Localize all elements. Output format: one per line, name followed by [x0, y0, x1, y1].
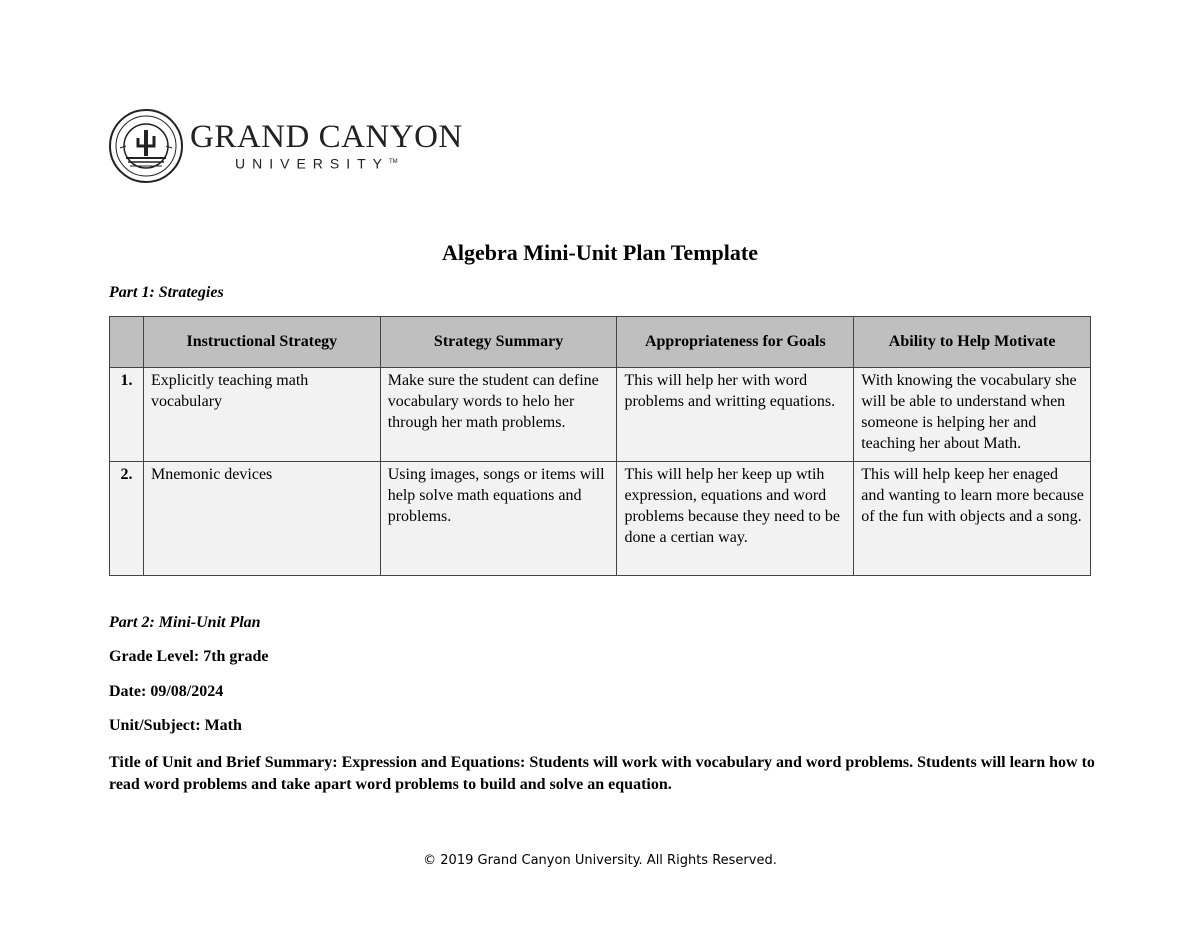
university-wordmark — [190, 120, 463, 172]
strategy-cell: Mnemonic devices — [143, 462, 380, 576]
university-logo — [108, 108, 463, 184]
strategies-table — [109, 316, 1091, 576]
date-label: Date: — [109, 683, 147, 700]
wordmark-line2 — [235, 154, 463, 172]
subject-value: Math — [204, 717, 242, 734]
table-row — [110, 368, 1091, 462]
table-header-row — [110, 317, 1091, 368]
goals-cell: This will help her keep up wtih expression, equations and word problems because they need to be done a certian way. — [617, 462, 854, 576]
part2-heading: Part 2: Mini-Unit Plan — [109, 614, 261, 631]
wordmark-line2-text: UNIVERSITY — [235, 155, 390, 172]
summary-cell: Using images, songs or items will help solve math equations and problems. — [380, 462, 617, 576]
header-cell-goals: Appropriateness for Goals — [617, 317, 854, 368]
trademark-mark: TM — [389, 159, 398, 166]
grade-level-label: Grade Level: — [109, 648, 200, 665]
motivate-cell: This will help keep her enaged and wanting to learn more because of the fun with objects and a song. — [854, 462, 1091, 576]
motivate-cell: With knowing the vocabulary she will be able to understand when someone is helping her and teaching her about Math. — [854, 368, 1091, 462]
copyright-footer: © 2019 Grand Canyon University. All Rights Reserved. — [423, 853, 777, 868]
header-cell-strategy: Instructional Strategy — [143, 317, 380, 368]
goals-cell: This will help her with word problems and writting equations. — [617, 368, 854, 462]
header-cell-number — [110, 317, 144, 368]
date-value: 09/08/2024 — [150, 683, 224, 700]
table-row — [110, 462, 1091, 576]
subject-label: Unit/Subject: — [109, 717, 201, 734]
strategy-cell: Explicitly teaching math vocabulary — [143, 368, 380, 462]
header-cell-motivate: Ability to Help Motivate — [854, 317, 1091, 368]
date-field — [109, 683, 223, 701]
university-seal-icon — [108, 108, 184, 184]
unit-summary: Title of Unit and Brief Summary: Expression and Equations: Students will work with vocabulary and word problems. Students will learn how to read word problems and take apart word problems to build and solve an equation. — [109, 754, 1095, 793]
summary-cell: Make sure the student can define vocabulary words to helo her through her math problems. — [380, 368, 617, 462]
grade-level-value: 7th grade — [203, 648, 269, 665]
header-cell-summary: Strategy Summary — [380, 317, 617, 368]
subject-field — [109, 717, 242, 735]
grade-level-field — [109, 648, 269, 666]
document-title: Algebra Mini-Unit Plan Template — [442, 240, 758, 265]
part1-heading: Part 1: Strategies — [109, 284, 224, 301]
row-number: 2. — [110, 462, 144, 576]
wordmark-line1: GRAND CANYON — [190, 119, 463, 156]
row-number: 1. — [110, 368, 144, 462]
